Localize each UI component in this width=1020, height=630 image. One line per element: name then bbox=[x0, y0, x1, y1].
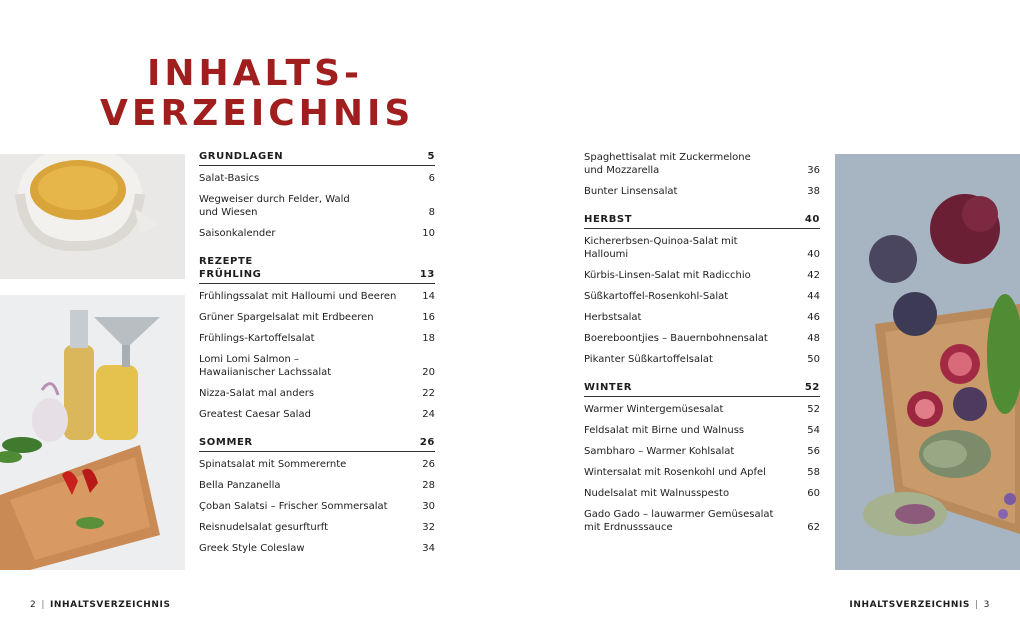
toc-entry bbox=[584, 346, 820, 367]
toc-entry bbox=[199, 493, 435, 514]
toc-section-title: GRUNDLAGEN bbox=[199, 151, 284, 162]
toc-entry-page: 42 bbox=[807, 270, 820, 281]
toc-entry bbox=[584, 397, 820, 417]
footer-right bbox=[849, 600, 990, 610]
toc-entry-page: 62 bbox=[807, 522, 820, 533]
toc-entry-title: Reisnudelsalat gesurfturft bbox=[199, 522, 329, 533]
toc-entry-title: Greatest Caesar Salad bbox=[199, 409, 311, 420]
toc-column-left bbox=[199, 150, 435, 556]
toc-entry bbox=[199, 346, 435, 380]
toc-entry-title: Greek Style Coleslaw bbox=[199, 543, 305, 554]
toc-entry-title: Bunter Linsensalat bbox=[584, 186, 678, 197]
toc-entry bbox=[199, 535, 435, 556]
toc-entry-title: Süßkartoffel-Rosenkohl-Salat bbox=[584, 291, 729, 302]
oil-bottles-garlic-chili-photo bbox=[0, 295, 185, 570]
toc-entry-page: 22 bbox=[422, 388, 435, 399]
toc-entry-title: Warmer Wintergemüsesalat bbox=[584, 404, 724, 415]
footer-separator: | bbox=[41, 600, 45, 610]
toc-entry-page: 16 bbox=[422, 312, 435, 323]
toc-entry-page: 8 bbox=[428, 207, 435, 218]
toc-entry-page: 48 bbox=[807, 333, 820, 344]
toc-entry-page: 44 bbox=[807, 291, 820, 302]
toc-entry-title: Kichererbsen-Quinoa-Salat mit Halloumi bbox=[584, 236, 738, 260]
toc-section-page: 13 bbox=[419, 269, 435, 280]
page-number-right: 3 bbox=[983, 600, 990, 610]
toc-entry-title: Saisonkalender bbox=[199, 228, 276, 239]
toc-entry-page: 52 bbox=[807, 404, 820, 415]
toc-section-title: WINTER bbox=[584, 382, 633, 393]
toc-entry-title: Boereboontjies – Bauernbohnensalat bbox=[584, 333, 768, 344]
toc-section-page: 5 bbox=[427, 151, 435, 162]
toc-entry-page: 50 bbox=[807, 354, 820, 365]
toc-entry bbox=[199, 514, 435, 535]
title-line-2: VERZEICHNIS bbox=[100, 93, 415, 134]
toc-entry-title: Pikanter Süßkartoffelsalat bbox=[584, 354, 713, 365]
page-number-left: 2 bbox=[30, 600, 37, 610]
toc-entry-page: 40 bbox=[807, 249, 820, 260]
toc-entry-title: Herbstsalat bbox=[584, 312, 642, 323]
toc-section-heading bbox=[199, 150, 435, 166]
toc-entry-title: Spaghettisalat mit Zuckermelone und Mozzarella bbox=[584, 152, 751, 176]
toc-section-heading bbox=[199, 436, 435, 452]
page-title bbox=[100, 53, 415, 134]
toc-entry bbox=[584, 262, 820, 283]
toc-entry bbox=[584, 417, 820, 438]
toc-entry bbox=[584, 501, 820, 535]
toc-entry-page: 54 bbox=[807, 425, 820, 436]
toc-section-page: 26 bbox=[419, 437, 435, 448]
toc-entry-page: 18 bbox=[422, 333, 435, 344]
toc-entry-title: Çoban Salatsi – Frischer Sommersalat bbox=[199, 501, 388, 512]
toc-entry bbox=[199, 325, 435, 346]
toc-entry-page: 28 bbox=[422, 480, 435, 491]
toc-entry bbox=[584, 151, 820, 178]
toc-entry-page: 10 bbox=[422, 228, 435, 239]
toc-entry bbox=[199, 186, 435, 220]
toc-entry bbox=[584, 325, 820, 346]
toc-entry-title: Salat-Basics bbox=[199, 173, 260, 184]
toc-column-right bbox=[584, 151, 820, 535]
toc-entry bbox=[584, 229, 820, 262]
toc-entry-title: Gado Gado – lauwarmer Gemüsesalat mit Erdnusssauce bbox=[584, 509, 774, 533]
toc-entry-title: Lomi Lomi Salmon – Hawaiianischer Lachssalat bbox=[199, 354, 332, 378]
toc-section-heading bbox=[584, 213, 820, 229]
footer-left bbox=[30, 600, 171, 610]
toc-entry bbox=[199, 452, 435, 472]
toc-entry bbox=[584, 438, 820, 459]
toc-entry bbox=[584, 283, 820, 304]
toc-entry bbox=[199, 472, 435, 493]
toc-entry bbox=[584, 480, 820, 501]
toc-entry bbox=[199, 401, 435, 422]
toc-entry-page: 20 bbox=[422, 367, 435, 378]
toc-section-title: HERBST bbox=[584, 214, 633, 225]
footer-label-right: INHALTSVERZEICHNIS bbox=[849, 600, 971, 610]
figs-artichokes-board-photo bbox=[835, 154, 1020, 570]
toc-entry-title: Frühlings-Kartoffelsalat bbox=[199, 333, 315, 344]
toc-entry-page: 34 bbox=[422, 543, 435, 554]
toc-entry-page: 24 bbox=[422, 409, 435, 420]
toc-entry-title: Nizza-Salat mal anders bbox=[199, 388, 315, 399]
toc-entry bbox=[199, 284, 435, 304]
toc-entry bbox=[584, 304, 820, 325]
toc-entry bbox=[199, 166, 435, 186]
toc-entry-title: Wegweiser durch Felder, Wald und Wiesen bbox=[199, 194, 350, 218]
toc-entry-page: 60 bbox=[807, 488, 820, 499]
toc-entry-page: 58 bbox=[807, 467, 820, 478]
toc-section-page: 52 bbox=[804, 382, 820, 393]
toc-entry-title: Kürbis-Linsen-Salat mit Radicchio bbox=[584, 270, 751, 281]
footer-separator: | bbox=[975, 600, 979, 610]
toc-entry-title: Nudelsalat mit Walnusspesto bbox=[584, 488, 730, 499]
toc-entry-page: 14 bbox=[422, 291, 435, 302]
toc-entry-title: Wintersalat mit Rosenkohl und Apfel bbox=[584, 467, 766, 478]
toc-section-page: 40 bbox=[804, 214, 820, 225]
footer-label-left: INHALTSVERZEICHNIS bbox=[49, 600, 171, 610]
toc-entry-page: 38 bbox=[807, 186, 820, 197]
toc-entry-page: 36 bbox=[807, 165, 820, 176]
toc-entry-title: Bella Panzanella bbox=[199, 480, 281, 491]
toc-entry-page: 56 bbox=[807, 446, 820, 457]
toc-entry-page: 30 bbox=[422, 501, 435, 512]
toc-entry bbox=[584, 178, 820, 199]
toc-entry-page: 6 bbox=[428, 173, 435, 184]
toc-entry bbox=[199, 220, 435, 241]
toc-section-title: SOMMER bbox=[199, 437, 253, 448]
toc-entry-title: Frühlingssalat mit Halloumi und Beeren bbox=[199, 291, 397, 302]
toc-entry-title: Spinatsalat mit Sommerernte bbox=[199, 459, 347, 470]
toc-entry-page: 32 bbox=[422, 522, 435, 533]
toc-entry-page: 26 bbox=[422, 459, 435, 470]
toc-section-title: REZEPTE FRÜHLING bbox=[199, 256, 262, 280]
dressing-jug-photo bbox=[0, 154, 185, 279]
toc-entry-title: Grüner Spargelsalat mit Erdbeeren bbox=[199, 312, 374, 323]
toc-entry-page: 46 bbox=[807, 312, 820, 323]
toc-section-heading bbox=[199, 255, 435, 284]
toc-entry-title: Sambharo – Warmer Kohlsalat bbox=[584, 446, 735, 457]
toc-entry bbox=[584, 459, 820, 480]
toc-entry bbox=[199, 380, 435, 401]
toc-entry-title: Feldsalat mit Birne und Walnuss bbox=[584, 425, 745, 436]
toc-entry bbox=[199, 304, 435, 325]
title-line-1: INHALTS- bbox=[147, 53, 363, 94]
toc-section-heading bbox=[584, 381, 820, 397]
